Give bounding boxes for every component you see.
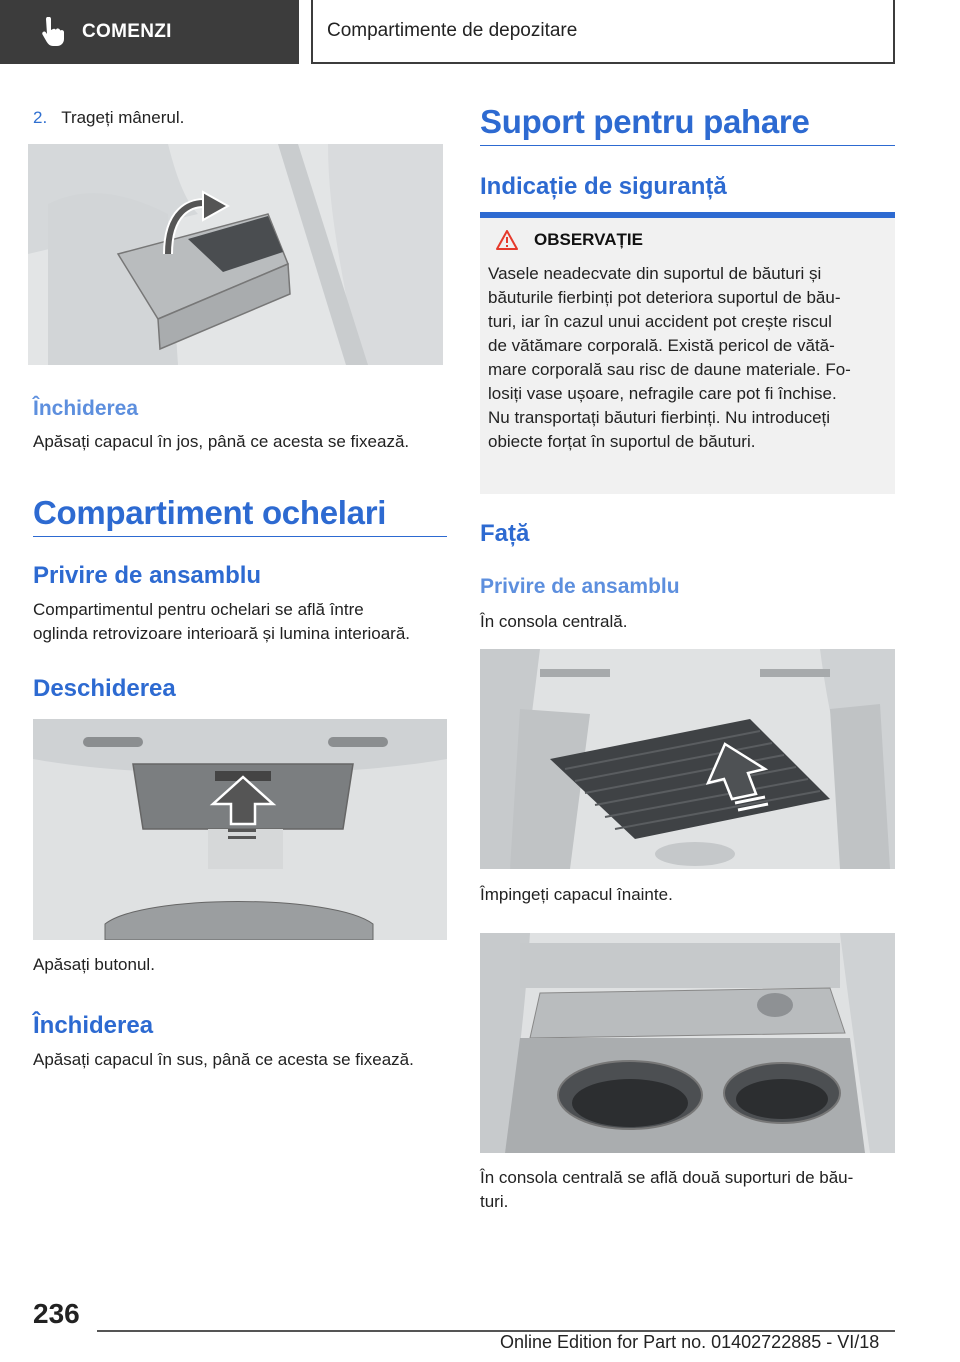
section-title: Compartimente de depozitare <box>327 20 578 41</box>
step-number: 2. <box>33 108 48 127</box>
note-line: băuturile fierbinți pot deteriora suportul de bău- <box>488 288 841 307</box>
glasses-compartment-heading: Compartiment ochelari <box>33 494 387 531</box>
note-line: mare corporală sau risc de daune materiale. Fo- <box>488 360 851 379</box>
glasses-overview-line2: oglinda retrovizoare interioară și lumina interioară. <box>33 624 411 643</box>
front-overview-heading: Privire de ansamblu <box>480 575 680 598</box>
closing-text-2: Apăsați capacul în sus, până ce acesta se fixează. <box>33 1050 414 1069</box>
armrest-figure <box>28 144 443 365</box>
heading-rule <box>480 145 895 146</box>
cupholder-cover-figure <box>480 649 895 869</box>
warning-triangle-icon <box>496 230 518 250</box>
note-title-label: OBSERVAȚIE <box>534 230 643 249</box>
heading-rule <box>33 536 447 537</box>
holders-line1: În consola centrală se află două suporturi de bău- <box>480 1168 854 1187</box>
section-tab-label: COMENZI <box>82 21 172 42</box>
footer-edition: Online Edition for Part no. 01402722885 - VI/18 <box>500 1332 880 1352</box>
warning-note <box>480 218 895 494</box>
note-title <box>496 230 643 250</box>
section-title-box <box>311 0 895 64</box>
opening-text: Apăsați butonul. <box>33 955 155 974</box>
note-line: turi, iar în cazul unui accident pot crește riscul <box>488 312 832 331</box>
push-cover-text: Împingeți capacul înainte. <box>480 885 673 904</box>
closing-heading-2: Închiderea <box>33 1012 154 1039</box>
note-line: de vătămare corporală. Există pericol de vătă- <box>488 336 835 355</box>
opening-heading: Deschiderea <box>33 675 176 702</box>
holders-line2: turi. <box>480 1192 509 1211</box>
glasses-overview-line1: Compartimentul pentru ochelari se află între <box>33 600 364 619</box>
hand-pointer-icon <box>40 17 66 47</box>
note-line: Vasele neadecvate din suportul de băuturi și <box>488 264 822 283</box>
safety-heading: Indicație de siguranță <box>480 173 727 200</box>
note-line: losiți vase ușoare, nefragile care pot fi închise. <box>488 384 837 403</box>
note-line: obiecte forțat în suportul de băuturi. <box>488 432 756 451</box>
note-body <box>488 262 892 454</box>
front-heading: Față <box>480 520 530 547</box>
note-line: Nu transportați băuturi fierbinți. Nu introduceți <box>488 408 831 427</box>
cupholder-heading: Suport pentru pahare <box>480 103 810 140</box>
glasses-compartment-figure <box>33 719 447 940</box>
step-text: Trageți mânerul. <box>61 108 185 127</box>
page-number: 236 <box>33 1298 80 1329</box>
section-tab[interactable] <box>0 0 299 64</box>
glasses-overview-heading: Privire de ansamblu <box>33 562 262 589</box>
front-overview-text: În consola centrală. <box>480 612 628 631</box>
closing-text-1: Apăsați capacul în jos, până ce acesta se fixează. <box>33 432 410 451</box>
step-2 <box>33 108 184 128</box>
cupholders-figure <box>480 933 895 1153</box>
closing-heading-1: Închiderea <box>33 397 139 420</box>
